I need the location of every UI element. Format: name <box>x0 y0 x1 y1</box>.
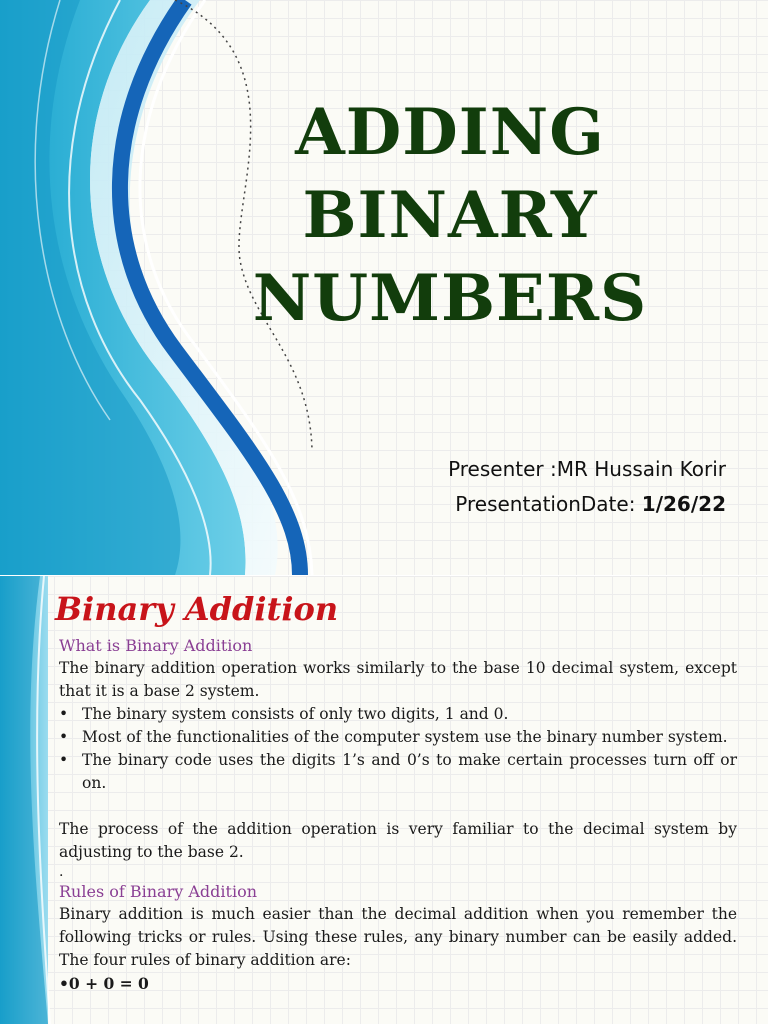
bullet-list <box>59 703 737 795</box>
slide-body <box>55 586 737 995</box>
list-item <box>59 726 737 749</box>
presentation-date <box>455 492 726 516</box>
side-wave-decoration <box>0 576 60 1024</box>
content-slide <box>0 576 768 1024</box>
presenter-text: Presenter :MR Hussain Korir <box>448 457 726 481</box>
bullet-text: Most of the functionalities of the computer system use the binary number system. <box>82 728 728 746</box>
bullet-text: The binary code uses the digits 1’s and 0’s to make certain processes turn off or on. <box>82 751 737 792</box>
bullet-marker: • <box>59 751 69 769</box>
title-line-2: BINARY <box>302 178 598 253</box>
subheading-what-is: What is Binary Addition <box>59 636 253 655</box>
process-paragraph: The process of the addition operation is very familiar to the decimal system by adjusting to the base 2. <box>59 820 737 861</box>
title-line-1: ADDING <box>295 95 605 170</box>
bullet-marker: • <box>59 728 69 746</box>
date-value: 1/26/22 <box>641 492 726 516</box>
slide-title: Binary Addition <box>55 590 339 628</box>
dot-line: . <box>59 864 64 880</box>
rule-item: •0 + 0 = 0 <box>59 974 149 993</box>
rules-intro-paragraph: Binary addition is much easier than the decimal addition when you remember the following tricks or rules. Using these rules, any binary number can be easily added. The four rules of binary addition are: <box>59 905 737 969</box>
subheading-rules: Rules of Binary Addition <box>59 882 258 901</box>
spacer <box>59 795 737 818</box>
date-label: PresentationDate: <box>455 492 642 516</box>
bullet-marker: • <box>59 705 69 723</box>
intro-paragraph: The binary addition operation works similarly to the base 10 decimal system, except that it is a base 2 system. <box>59 659 737 700</box>
bullet-text: The binary system consists of only two digits, 1 and 0. <box>82 705 509 723</box>
title-line-3: NUMBERS <box>252 261 648 336</box>
list-item <box>59 749 737 795</box>
list-item <box>59 703 737 726</box>
